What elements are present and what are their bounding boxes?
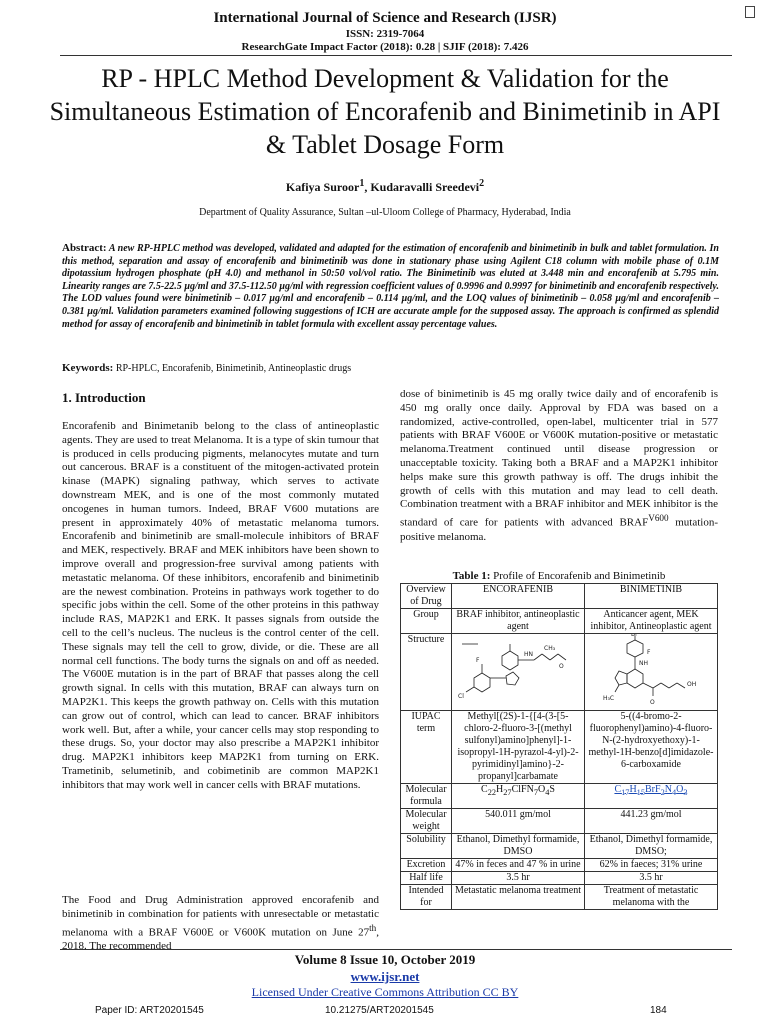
table-row — [401, 784, 718, 809]
table-row — [401, 711, 718, 784]
table-cell: Ethanol, Dimethyl formamide, DMSO; — [585, 834, 718, 859]
doi: 10.21275/ART20201545 — [325, 1005, 434, 1016]
table-caption-text: Profile of Encorafenib and Binimetinib — [490, 570, 666, 582]
table-cell: 540.011 gm/mol — [452, 809, 585, 834]
table-header-cell: Overview of Drug — [401, 584, 452, 609]
table-cell: 62% in faeces; 31% urine — [585, 859, 718, 872]
keywords-text: RP-HPLC, Encorafenib, Binimetinib, Antineoplastic drugs — [115, 363, 352, 374]
license-link[interactable]: Licensed Under Creative Commons Attribution CC BY — [251, 985, 519, 999]
formula-binimetinib — [585, 784, 718, 809]
issn: ISSN: 2319-7064 — [345, 28, 425, 40]
struct-label: NH — [639, 660, 648, 667]
binimetinib-structure-diagram — [587, 634, 715, 706]
keywords — [62, 362, 351, 374]
table-cell: BRAF inhibitor, antineoplastic agent — [452, 609, 585, 634]
abstract — [62, 242, 719, 331]
journal-url-link[interactable]: www.ijsr.net — [350, 969, 420, 984]
row-label: Intended for — [401, 885, 452, 910]
row-label: Structure — [401, 634, 452, 711]
table-cell: 47% in feces and 47 % in urine — [452, 859, 585, 872]
authors — [0, 178, 770, 195]
table-row — [401, 809, 718, 834]
formula-link[interactable]: $C_{17}H_{15}BrF_2N_4O_3$ — [614, 784, 688, 797]
struct-label: F — [476, 657, 480, 664]
row-label: Group — [401, 609, 452, 634]
header-rule — [60, 55, 732, 56]
keywords-label: Keywords: — [62, 362, 114, 374]
struct-label: O — [650, 699, 655, 706]
table-cell: Ethanol, Dimethyl formamide, DMSO — [452, 834, 585, 859]
author-2-sup: 2 — [479, 178, 485, 189]
table-caption — [400, 570, 718, 582]
struct-label: H₃C — [603, 695, 615, 702]
journal-name: International Journal of Science and Research (IJSR) — [213, 10, 557, 26]
struct-label: Cl — [458, 693, 464, 700]
intro-p3-text-end: mutation-positive melanoma. — [400, 516, 718, 543]
struct-label: CH₃ — [544, 645, 556, 652]
table-cell: 3.5 hr — [585, 872, 718, 885]
table-caption-label: Table 1: — [452, 570, 491, 582]
table-row — [401, 634, 718, 711]
table-cell: 3.5 hr — [452, 872, 585, 885]
page-number: 184 — [650, 1005, 667, 1016]
intro-paragraph-2 — [62, 894, 379, 954]
struct-label: OH — [687, 681, 697, 688]
table-cell: Metastatic melanoma treatment — [452, 885, 585, 910]
table-cell: Methyl[(2S)-1-{[4-(3-[5-chloro-2-fluoro-3-[(methyl sulfonyl)amino]phenyl]-1-isopropyl-1H-pyrazol-4-yl)-2-pyrimidinyl]amino}-2-propanyl]carbamate — [452, 711, 585, 784]
row-label: Half life — [401, 872, 452, 885]
table-cell: 5-((4-bromo-2-fluorophenyl)amino)-4-fluoro-N-(2-hydroxyethoxy)-1-methyl-1H-benzo[d]imidazole-6-carboxamide — [585, 711, 718, 784]
abstract-text: A new RP-HPLC method was developed, validated and adapted for the estimation of encorafenib and binimetinib in bulk and tablet formulation. In this method, separation and assay of encorafenib and binimetinib was done in stationary phase using Agilent C18 column with mobile phase of 0.1M dipotassium hydrogen phosphate (pH 4.0) and methanol in 50:50 vol/vol ratio. The Binimetinib was eluted at 3.448 min and encorafenib at 5.795 min. Linearity ranges are 7.5-22.5 µg/ml and 37.5-112.50 µg/ml with regression coefficient values of 0.9996 and 0.9997 for binimetinib and encorafenib respectively. The LOD values found were binimetinib – 0.017 µg/ml and encorafenib – 0.114 µg/ml, and the LOQ values of binimetinib – 0.058 µg/ml and encorafenib – 0.381 µg/ml. Validation parameters examined following suggestions of ICH are accurate ample for the supposed assay. The approach is confirmed as splendid method for assay of encorafenib and binimetinib in tablet formula with excellent assay percentage values. — [62, 243, 719, 330]
struct-label: Br — [631, 634, 638, 638]
encorafenib-structure-diagram — [454, 634, 582, 706]
intro-p2-sup: th — [369, 922, 377, 933]
abstract-label: Abstract: — [62, 242, 107, 254]
table-row — [401, 609, 718, 634]
intro-p3-text: dose of binimetinib is 45 mg orally twice daily and of encorafenib is 450 mg orally once daily. Approval by FDA was based on a randomized, active-controlled, open-label, multicenter trial in 577 patients with BRAF V600E or V600K mutation-positive or metastatic melanoma.Treatment continued until disease progression or unacceptable toxicity. Taking both a BRAF and a MAP2K1 inhibitor helps make sure this growth pathway is off. The drugs inhibit the growth of cells with this mutation and may lead to cell death. Combination treatment with a BRAF inhibitor and MEK inhibitor is the standard of care for patients with advanced BRAF — [400, 388, 718, 529]
table-header-cell: ENCORAFENIB — [452, 584, 585, 609]
table-row — [401, 872, 718, 885]
footer-rule — [60, 949, 732, 950]
intro-paragraph-1: Encorafenib and Binimetanib belong to the class of antineoplastic agents. They are used to treat Melanoma. It is a type of skin tumour that is produced in cells producing pigments, melanocytes mutate and turn out cancerous. BRAF is a constituent of the mitogen-activated protein kinase (MAPK) signaling pathway, which serves to activate downstream MEK, and is one of the most commonly mutated oncogenes in human tumors. Indeed, BRAF V600 mutations are present in approximately 40% of metastatic melanoma tumors. Encorafenib and binimetinib are small-molecule inhibitors of BRAF and MEK, respectively. BRAF and MEK inhibitors have been shown to improve overall and progression-free survival among patients with metastatic melanoma. Of these inhibitors, encorafenib and binimetinib are the newest combination. Proteins in pathways work together to do specific jobs within the cell. Some of the other proteins in this pathway include RAS, MAP2K1 and ERK. It passes signals from outside the cell to the cell’s nucleus. The nucleus is the control center of the cell. These signals may tell the cell to grow, divide, or die. These are all normal cell functions. The body turns the signals on and off as needed. The V600E mutation is in the part of BRAF that passes along the cell growth signal. In cells with this mutation, BRAF can always turn on MAP2K1. This keeps the growth pathway on. Cells with this mutation can grow out of control, which can lead to cancer. BRAF inhibitors work well. But, after a while, your cancer cells may stop responding to these drugs. So, your doctor may also prescribe a MAP2K1 inhibitor drug. MAP2K1 inhibitors keep MAP2K1 from turning on ERK. Trametinib, selumetinib, and cobimetinib are common MAP2K1 inhibitors that may work well in cancer cells with BRAF mutations. — [62, 420, 379, 791]
row-label: Molecular formula — [401, 784, 452, 809]
affiliation: Department of Quality Assurance, Sultan –ul-Uloom College of Pharmacy, Hyderabad, India — [199, 207, 571, 218]
author-1: Kafiya Suroor — [285, 180, 360, 194]
section-heading-introduction: 1. Introduction — [62, 390, 146, 405]
volume-issue: Volume 8 Issue 10, October 2019 — [294, 952, 476, 967]
intro-p3-sup: V600 — [648, 513, 669, 524]
table-header-cell: BINIMETINIB — [585, 584, 718, 609]
formula-text: $C_{22}H_{27}ClFN_7O_4S$ — [481, 784, 555, 797]
struct-label: F — [647, 649, 651, 656]
author-separator: , — [364, 180, 371, 194]
formula-encorafenib — [452, 784, 585, 809]
table-row — [401, 859, 718, 872]
row-label: Excretion — [401, 859, 452, 872]
binimetinib-structure — [585, 634, 718, 711]
drug-profile-table — [400, 583, 718, 910]
intro-p2-text: The Food and Drug Administration approved encorafenib and binimetinib in combination for patients with unresectable or metastatic melanoma with a BRAF V600E or V600K mutation on June 27 — [62, 894, 379, 939]
struct-label: HN — [524, 651, 533, 658]
author-2: Kudaravalli Sreedevi — [370, 180, 480, 194]
table-cell: Treatment of metastatic melanoma with the — [585, 885, 718, 910]
table-row — [401, 834, 718, 859]
encorafenib-structure — [452, 634, 585, 711]
table-row — [401, 885, 718, 910]
table-cell: Anticancer agent, MEK inhibitor, Antineoplastic agent — [585, 609, 718, 634]
row-label: IUPAC term — [401, 711, 452, 784]
struct-label: O — [559, 663, 564, 670]
intro-paragraph-3 — [400, 388, 718, 544]
author-1-sup: 1 — [359, 178, 365, 189]
row-label: Molecular weight — [401, 809, 452, 834]
table-cell: 441.23 gm/mol — [585, 809, 718, 834]
table-header-row — [401, 584, 718, 609]
paper-id: Paper ID: ART20201545 — [95, 1005, 204, 1016]
impact-factor: ResearchGate Impact Factor (2018): 0.28 | SJIF (2018): 7.426 — [241, 41, 529, 53]
row-label: Solubility — [401, 834, 452, 859]
intro-p2-text-end: , 2018. The recommended — [62, 926, 379, 953]
paper-title: RP - HPLC Method Development & Validation for the Simultaneous Estimation of Encorafenib and Binimetinib in API & Tablet Dosage Form — [49, 64, 721, 159]
